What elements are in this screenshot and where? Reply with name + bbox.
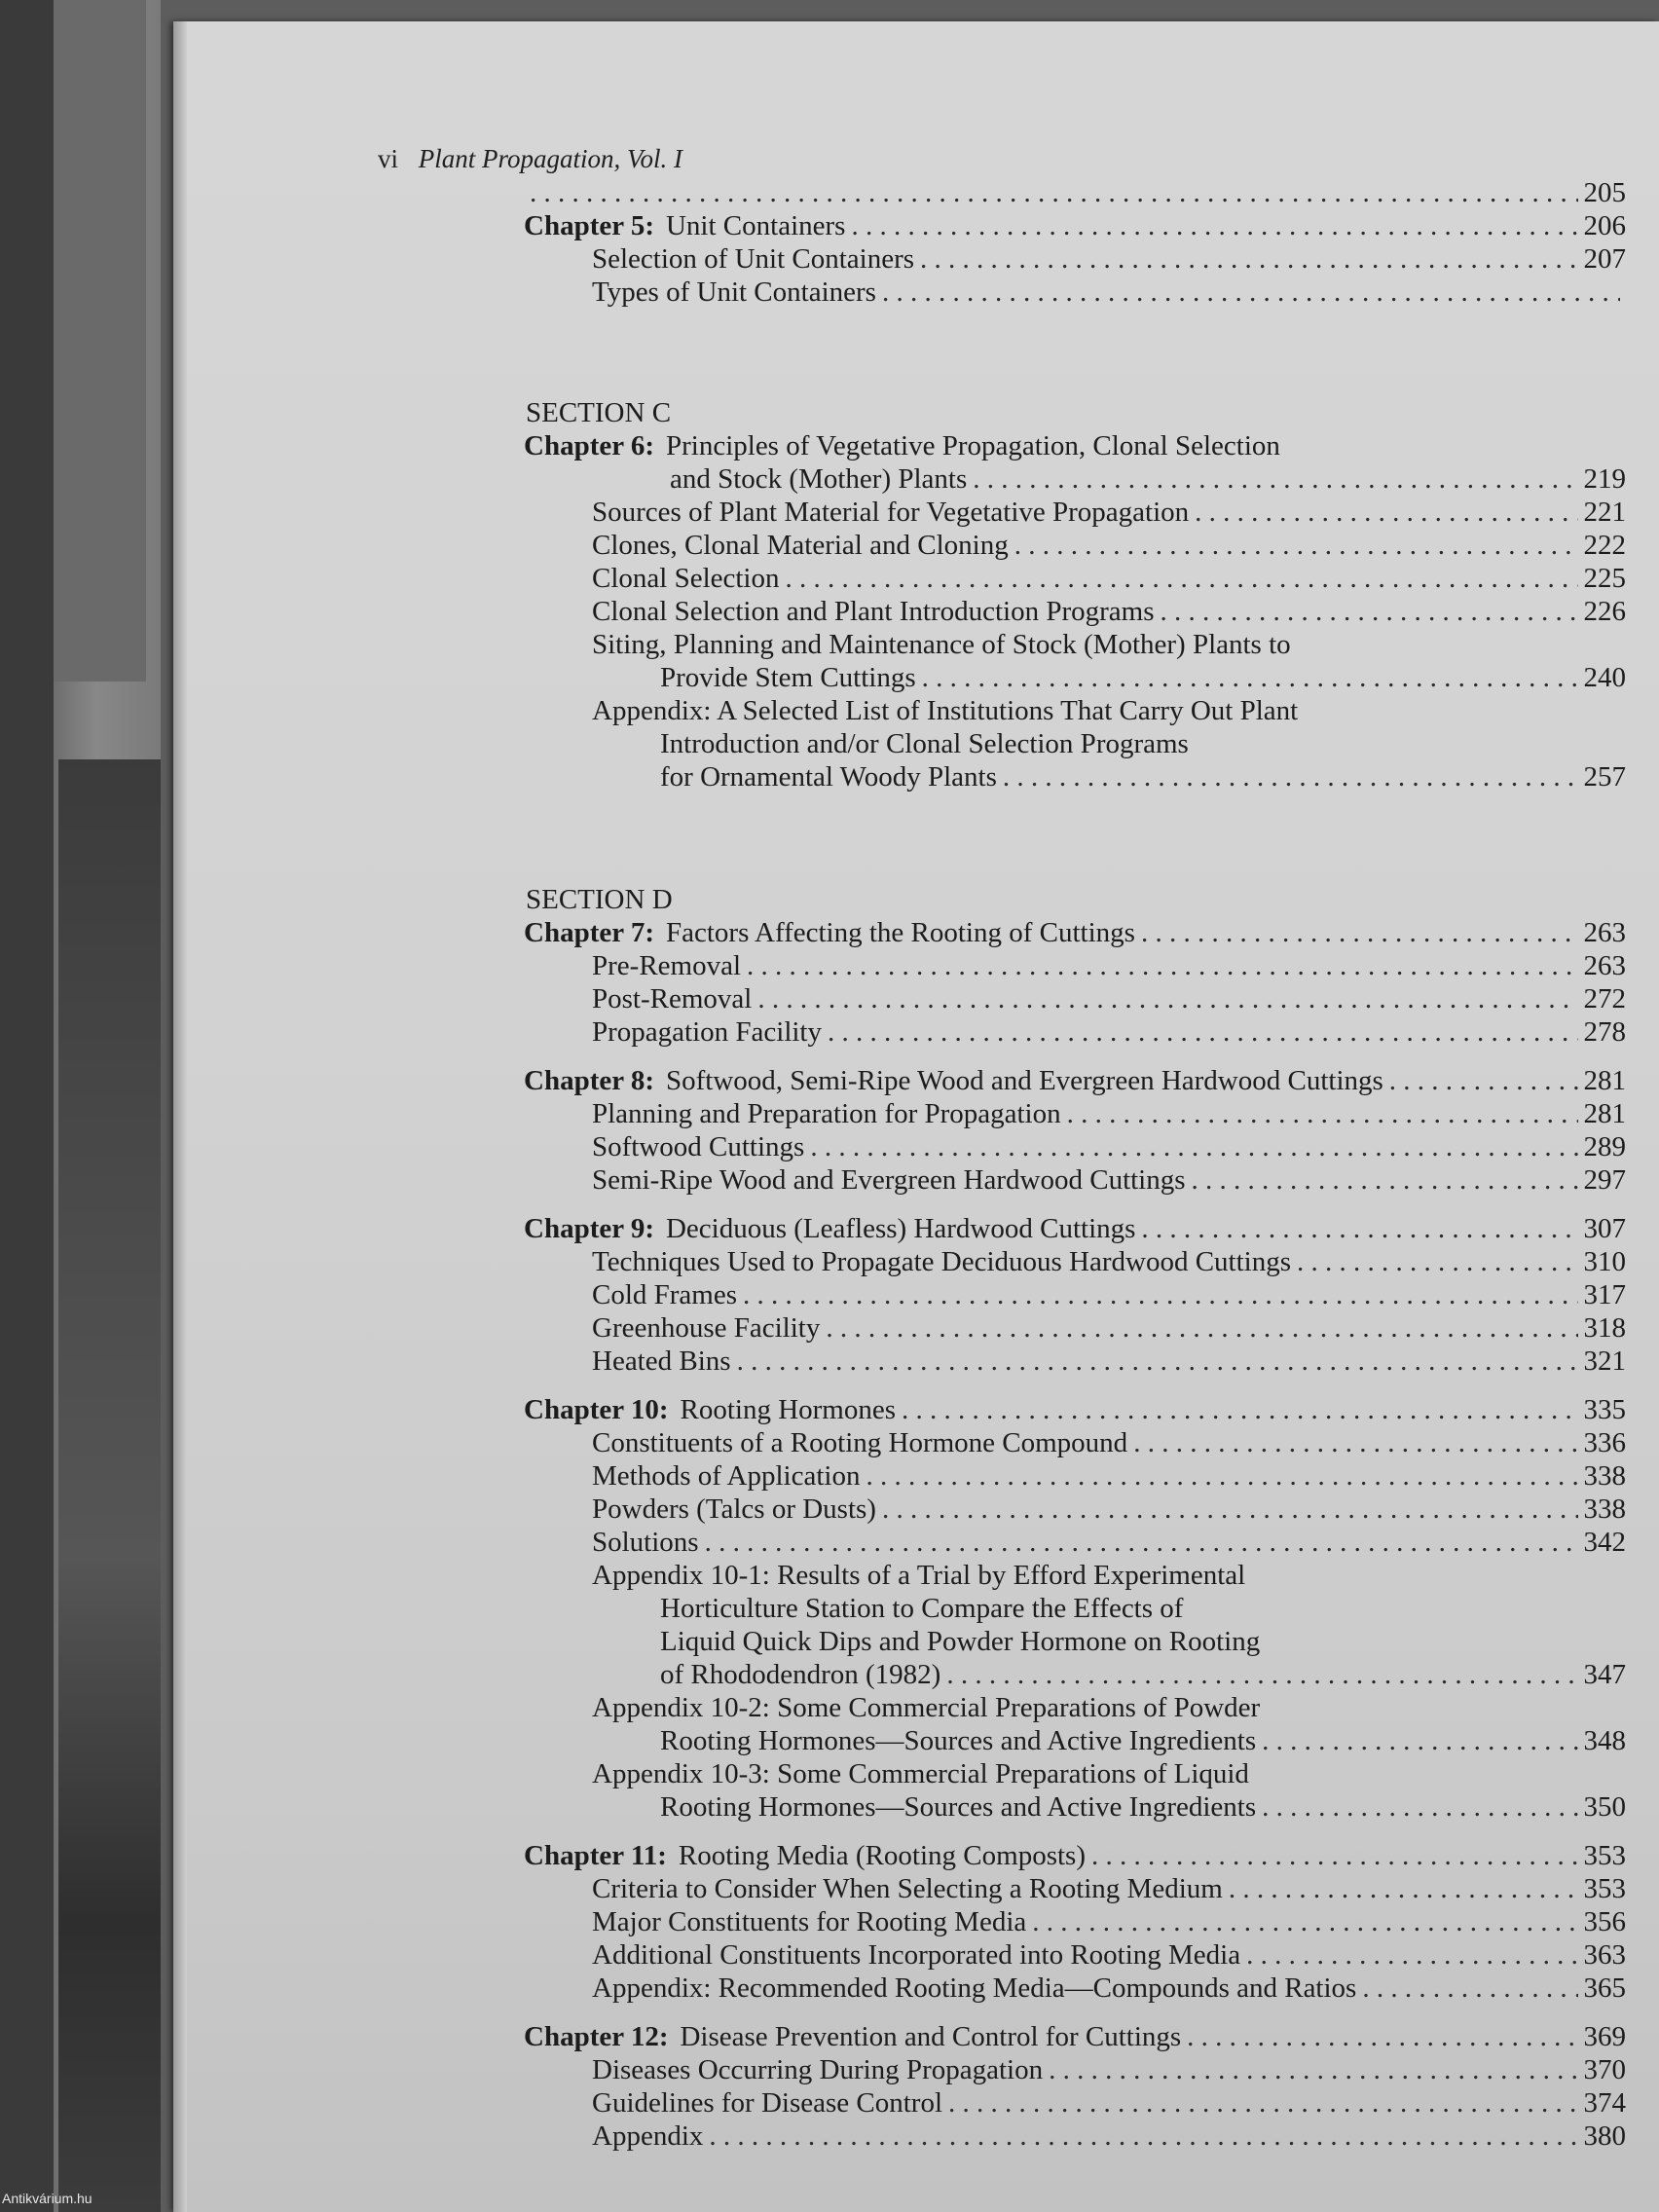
page-number: 219 [1583,463,1626,495]
toc-entry [592,2054,1626,2087]
toc-entry [592,1972,1626,2006]
entry-title: Sources of Plant Material for Vegetative Propagation [592,497,1190,528]
page-number: 206 [1583,210,1626,241]
leader-dots [1362,1972,1577,2005]
leader-dots [737,1346,1578,1378]
toc-entry [592,1460,1626,1493]
page-number: 226 [1583,596,1626,627]
toc-entry [592,1939,1626,1972]
entry-title: of Rhododendron (1982) [660,1659,941,1690]
entry-title: Clonal Selection and Plant Introduction Programs [592,596,1155,627]
toc-entry [592,243,1626,276]
chapter-title: Rooting Media (Rooting Composts) [678,1840,1086,1871]
chapter-title: Disease Prevention and Control for Cuttings [680,2021,1182,2052]
leader-dots [1032,1906,1577,1938]
page-number: 353 [1583,1840,1626,1871]
leader-dots [786,563,1578,595]
appendix-10-2-line1: Appendix 10-2: Some Commercial Preparations of Powder [592,1692,1261,1723]
page-number: 318 [1583,1312,1626,1344]
page-number: 365 [1583,1972,1626,2004]
entry-title: Cold Frames [592,1279,738,1310]
toc-entry [660,1725,1626,1758]
chapter-label: Chapter 10: [524,1394,669,1425]
entry-title: Solutions [592,1527,699,1558]
chapter-title: Deciduous (Leafless) Hardwood Cuttings [665,1213,1136,1244]
leader-dots [1187,2021,1577,2053]
leader-dots [1003,761,1578,793]
page-number: 289 [1583,1131,1626,1162]
toc-entry [592,1016,1626,1050]
chapter-8-entry [524,1065,1626,1098]
page-number: 207 [1583,243,1626,275]
toc-entry [592,1427,1626,1460]
chapter-label: Chapter 9: [524,1213,654,1244]
page-number: 369 [1583,2021,1626,2052]
page-number: 335 [1583,1394,1626,1425]
chapter-label: Chapter 5: [524,210,654,241]
entry-title: Heated Bins [592,1346,731,1377]
toc-entry [592,1279,1626,1312]
leader-dots [1091,1840,1578,1872]
page-number: 297 [1583,1164,1626,1196]
leader-dots [882,276,1620,309]
page-number: 263 [1583,950,1626,981]
toc-entry [592,1873,1626,1906]
page-number: 205 [1583,177,1626,208]
entry-title: Methods of Application [592,1460,861,1492]
chapter-5-entry [524,210,1626,243]
entry-title: Pre-Removal [592,950,742,981]
leader-dots [1141,1213,1577,1245]
toc-entry [660,662,1626,695]
leader-dots [826,1312,1577,1345]
page-number: 370 [1583,2054,1626,2085]
page-number: 278 [1583,1016,1626,1048]
page-number: 353 [1583,1873,1626,1904]
leader-dots [902,1394,1577,1426]
leader-dots [948,2087,1577,2120]
toc-entry [592,530,1626,563]
leader-dots [747,950,1577,982]
page-number: 342 [1583,1527,1626,1558]
entry-title: Propagation Facility [592,1016,822,1048]
entry-title: Softwood Cuttings [592,1131,805,1162]
leader-dots [1067,1098,1578,1130]
page-numeral: vi [378,144,399,173]
toc-entry [660,761,1626,794]
toc-entry [592,983,1626,1016]
chapter-6-title-line1 [524,430,1280,463]
leader-dots [1297,1246,1577,1278]
page-number: 380 [1583,2120,1626,2152]
chapter-7-entry [524,917,1626,950]
section-c-heading: SECTION C [526,397,672,428]
leader-dots [922,662,1578,694]
page-number: 336 [1583,1427,1626,1458]
entry-title: Provide Stem Cuttings [660,662,916,693]
entry-title: Additional Constituents Incorporated into Rooting Media [592,1939,1241,1971]
leader-dots [946,1659,1577,1691]
chapter-label: Chapter 7: [524,917,654,948]
toc-entry [592,2087,1626,2120]
toc-entry [660,1659,1626,1692]
toc-entry [592,1527,1626,1560]
cover-band [54,0,146,682]
leader-dots [920,243,1577,276]
page-number: 363 [1583,1939,1626,1971]
page-number: 350 [1583,1791,1626,1823]
appendix-10-1-line3: Liquid Quick Dips and Powder Hormone on Rooting [660,1626,1261,1657]
toc-entry [660,1791,1626,1825]
toc-entry [592,1164,1626,1198]
page-number: 281 [1583,1098,1626,1129]
page-number: 281 [1583,1065,1626,1096]
entry-title: Rooting Hormones—Sources and Active Ingredients [660,1725,1257,1756]
table-of-contents [173,21,1659,2212]
entry-title: Diseases Occurring During Propagation [592,2054,1044,2085]
entry-title: Selection of Unit Containers [592,243,915,275]
entry-title: Planning and Preparation for Propagation [592,1098,1061,1129]
page-number: 310 [1583,1246,1626,1277]
leader-dots [1195,497,1577,529]
leader-dots [1246,1939,1577,1972]
entry-title: for Ornamental Woody Plants [660,761,997,793]
leader-dots [1262,1791,1577,1824]
page-number: 257 [1583,761,1626,793]
entry-title: Criteria to Consider When Selecting a Rooting Medium [592,1873,1223,1904]
page-number: 356 [1583,1906,1626,1937]
toc-entry [592,2120,1626,2154]
toc-entry [592,1098,1626,1131]
leader-dots [1229,1873,1578,1905]
appendix-10-3-line1: Appendix 10-3: Some Commercial Preparations of Liquid [592,1758,1249,1789]
appendix-10-1-line2: Horticulture Station to Compare the Effects of [660,1593,1184,1624]
page-number: 347 [1583,1659,1626,1690]
toc-entry [592,1346,1626,1379]
toc-entry [592,563,1626,596]
book-spine [0,0,58,2212]
entry-title: Clones, Clonal Material and Cloning [592,530,1009,561]
page-number: 307 [1583,1213,1626,1244]
entry-title: Guidelines for Disease Control [592,2087,943,2119]
chapter-label: Chapter 11: [524,1840,667,1871]
chapter-10-entry [524,1394,1626,1427]
chapter-label: Chapter 12: [524,2021,669,2052]
page-number: 240 [1583,662,1626,693]
appendix-title-line1: Appendix: A Selected List of Institutions That Carry Out Plant [592,695,1299,726]
page-number: 348 [1583,1725,1626,1756]
leader-dots [866,1460,1577,1493]
entry-title: Techniques Used to Propagate Deciduous Hardwood Cuttings [592,1246,1292,1277]
entry-title: Appendix [592,2120,704,2152]
chapter-title: Rooting Hormones [680,1394,897,1425]
leader-dots [1141,917,1578,949]
toc-entry [524,177,1626,210]
page-number: 317 [1583,1279,1626,1310]
chapter-title: Softwood, Semi-Ripe Wood and Evergreen Hardwood Cuttings [665,1065,1383,1096]
leader-dots [1014,530,1578,562]
chapter-label: Chapter 8: [524,1065,654,1096]
toc-entry [592,1493,1626,1527]
chapter-11-entry [524,1840,1626,1873]
page-number: 222 [1583,530,1626,561]
leader-dots [1133,1427,1577,1459]
page-number: 338 [1583,1493,1626,1525]
toc-entry [592,1246,1626,1279]
leader-dots [810,1131,1577,1163]
toc-entry [592,1131,1626,1164]
page-number: 263 [1583,917,1626,948]
entry-title: Major Constituents for Rooting Media [592,1906,1027,1937]
leader-dots [1262,1725,1577,1757]
chapter-9-entry [524,1213,1626,1246]
leader-dots [709,2120,1577,2153]
chapter-title: Principles of Vegetative Propagation, Clonal Selection [665,430,1280,461]
entry-title: Greenhouse Facility [592,1312,821,1344]
chapter-label: Chapter 6: [524,430,654,461]
leader-dots [743,1279,1577,1311]
toc-entry [592,497,1626,530]
leader-dots [973,463,1577,496]
leader-dots [828,1016,1578,1049]
appendix-title-line2: Introduction and/or Clonal Selection Programs [660,728,1189,759]
cover-photo [58,759,161,2212]
page-number: 321 [1583,1346,1626,1377]
entry-title: Semi-Ripe Wood and Evergreen Hardwood Cuttings [592,1164,1186,1196]
entry-title: Clonal Selection [592,563,780,594]
chapter-6-entry [670,463,1626,497]
leader-dots [882,1493,1578,1526]
entry-title-line1: Siting, Planning and Maintenance of Stock (Mother) Plants to [592,629,1291,660]
page-number: 225 [1583,563,1626,594]
toc-entry [592,1906,1626,1939]
watermark: Antikvárium.hu [2,2191,92,2206]
appendix-10-1-line1: Appendix 10-1: Results of a Trial by Efford Experimental [592,1560,1246,1591]
entry-title: Types of Unit Containers [592,276,876,308]
page-number: 221 [1583,497,1626,528]
leader-dots [530,177,1578,209]
leader-dots [1389,1065,1578,1097]
entry-title: Rooting Hormones—Sources and Active Ingredients [660,1791,1257,1823]
page-number: 374 [1583,2087,1626,2119]
leader-dots [851,210,1577,242]
chapter-title-cont: and Stock (Mother) Plants [670,463,968,495]
leader-dots [1192,1164,1578,1197]
chapter-title: Factors Affecting the Rooting of Cuttings [665,917,1135,948]
book-page [173,21,1659,2212]
chapter-12-entry [524,2021,1626,2054]
section-d-heading: SECTION D [526,884,673,915]
chapter-title: Unit Containers [665,210,846,241]
toc-entry [592,950,1626,983]
entry-title: Appendix: Recommended Rooting Media—Compounds and Ratios [592,1972,1357,2004]
toc-entry [592,1312,1626,1346]
entry-title: Constituents of a Rooting Hormone Compound [592,1427,1128,1458]
entry-title: Post-Removal [592,983,753,1014]
leader-dots [1161,596,1578,628]
toc-entry [592,276,1626,310]
leader-dots [757,983,1577,1015]
page-number: 338 [1583,1460,1626,1492]
leader-dots [1049,2054,1577,2086]
book-title: Plant Propagation, Vol. I [418,144,683,173]
toc-entry [592,596,1626,629]
leader-dots [705,1527,1578,1559]
entry-title: Powders (Talcs or Dusts) [592,1493,876,1525]
page-number: 272 [1583,983,1626,1014]
